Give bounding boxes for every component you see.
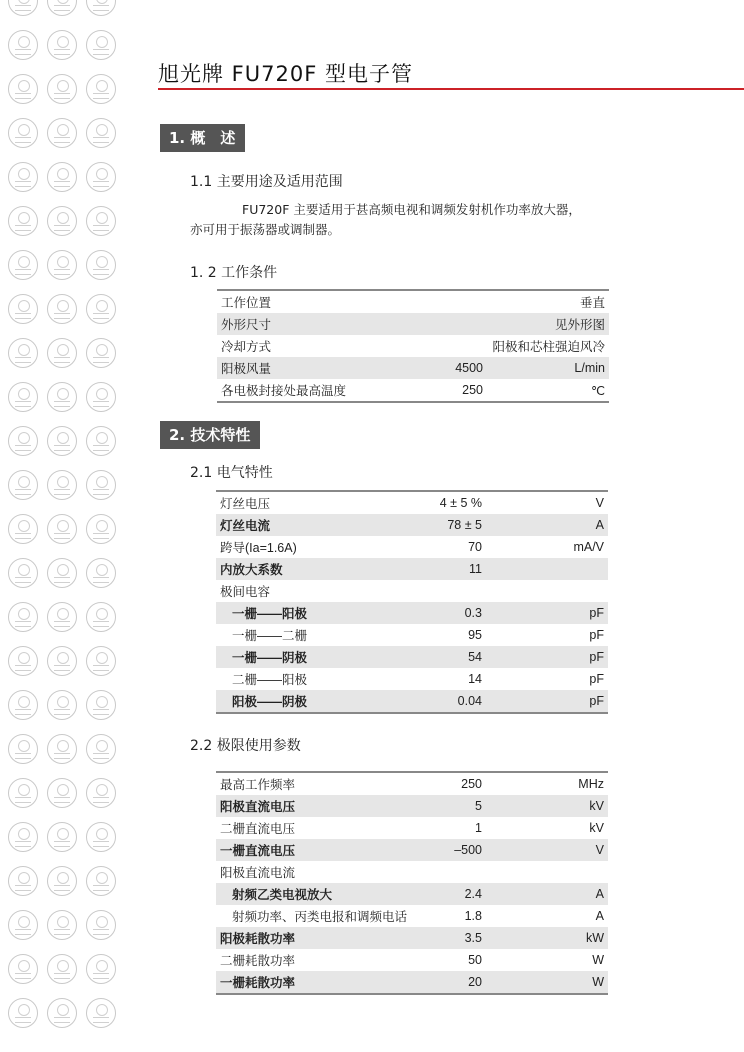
watermark-seal-icon [8, 30, 38, 60]
table-row [216, 580, 608, 602]
param-unit: 垂直 [487, 290, 609, 313]
param-unit: L/min [487, 357, 609, 379]
limits-table [216, 771, 608, 995]
param-name: 极间电容 [220, 585, 271, 599]
watermark-seal-icon [8, 558, 38, 588]
watermark-column [0, 0, 130, 1052]
watermark-seal-icon [86, 0, 116, 16]
watermark-seal-icon [47, 426, 77, 456]
param-unit: pF [589, 672, 604, 686]
param-value [417, 335, 487, 357]
watermark-seal-icon [8, 118, 38, 148]
watermark-seal-icon [86, 382, 116, 412]
param-value: 250 [416, 772, 486, 795]
watermark-seal-icon [47, 602, 77, 632]
watermark-seal-icon [8, 998, 38, 1028]
watermark-seal-icon [86, 118, 116, 148]
param-value: 1.8 [464, 909, 482, 923]
watermark-seal-icon [8, 954, 38, 984]
watermark-seal-icon [86, 514, 116, 544]
watermark-seal-icon [86, 734, 116, 764]
table-row [217, 313, 609, 335]
table-row [216, 795, 608, 817]
watermark-seal-icon [47, 470, 77, 500]
param-name: 阳极——阴极 [216, 690, 416, 713]
param-name: 最高工作频率 [216, 772, 416, 795]
param-name: 一栅——二栅 [232, 629, 308, 643]
param-value: 4 ± 5 % [416, 491, 486, 514]
watermark-seal-icon [47, 118, 77, 148]
param-name: 一栅——阳极 [216, 602, 416, 624]
watermark-seal-icon [47, 822, 77, 852]
param-unit: 阳极和芯柱强迫风冷 [492, 340, 605, 354]
param-name: 灯丝电压 [216, 491, 416, 514]
page-title: 旭光牌 FU720F 型电子管 [158, 62, 413, 86]
watermark-seal-icon [8, 910, 38, 940]
param-name: 射频乙类电视放大 [216, 883, 416, 905]
watermark-seal-icon [8, 866, 38, 896]
watermark-seal-icon [86, 778, 116, 808]
subsection-1-2-title: 1. 2 工作条件 [190, 265, 278, 281]
param-unit: pF [486, 602, 608, 624]
param-value [417, 290, 487, 313]
param-name: 冷却方式 [221, 340, 272, 354]
param-unit: pF [486, 690, 608, 713]
param-name: 二栅——阳极 [232, 673, 308, 687]
watermark-seal-icon [47, 250, 77, 280]
param-unit: ℃ [487, 379, 609, 402]
table-row [216, 624, 608, 646]
param-value: 1 [475, 821, 482, 835]
param-value [417, 313, 487, 335]
param-unit: kW [486, 927, 608, 949]
section-2-heading: 2. 技术特性 [160, 421, 260, 449]
watermark-seal-icon [47, 734, 77, 764]
watermark-seal-icon [86, 954, 116, 984]
table-row [216, 861, 608, 883]
watermark-seal-icon [8, 426, 38, 456]
param-name: 一栅——阴极 [216, 646, 416, 668]
table-row [216, 772, 608, 795]
param-value: 2.4 [416, 883, 486, 905]
watermark-seal-icon [8, 470, 38, 500]
watermark-seal-icon [86, 470, 116, 500]
watermark-seal-icon [47, 998, 77, 1028]
watermark-seal-icon [47, 206, 77, 236]
watermark-seal-icon [47, 0, 77, 16]
param-value [416, 861, 486, 883]
table-row [216, 536, 608, 558]
param-unit [486, 558, 608, 580]
param-name: 外形尺寸 [217, 313, 417, 335]
table-row [216, 927, 608, 949]
watermark-seal-icon [86, 294, 116, 324]
title-rule [158, 88, 744, 90]
section-1-heading: 1. 概 述 [160, 124, 245, 152]
table-row [216, 839, 608, 861]
param-value: 0.3 [416, 602, 486, 624]
param-name: 工作位置 [217, 290, 417, 313]
param-value: 54 [416, 646, 486, 668]
watermark-seal-icon [47, 514, 77, 544]
table-row [216, 949, 608, 971]
watermark-seal-icon [86, 558, 116, 588]
param-value: –500 [416, 839, 486, 861]
param-name: 内放大系数 [216, 558, 416, 580]
table-row [216, 690, 608, 713]
watermark-seal-icon [47, 954, 77, 984]
param-name: 灯丝电流 [216, 514, 416, 536]
watermark-seal-icon [86, 74, 116, 104]
table-row [216, 971, 608, 994]
param-value: 5 [416, 795, 486, 817]
watermark-seal-icon [47, 382, 77, 412]
usage-paragraph-line2: 亦可用于振荡器或调制器。 [190, 222, 341, 237]
param-value: 95 [468, 628, 482, 642]
param-value: 250 [417, 379, 487, 402]
watermark-seal-icon [8, 734, 38, 764]
watermark-seal-icon [86, 338, 116, 368]
param-name: 阳极直流电压 [216, 795, 416, 817]
table-row [216, 905, 608, 927]
param-value: 20 [416, 971, 486, 994]
usage-paragraph [190, 200, 615, 240]
param-name: 阳极耗散功率 [216, 927, 416, 949]
watermark-seal-icon [86, 250, 116, 280]
param-unit [486, 861, 608, 883]
watermark-seal-icon [8, 250, 38, 280]
param-unit: kV [486, 795, 608, 817]
watermark-seal-icon [86, 30, 116, 60]
param-value: 11 [416, 558, 486, 580]
param-unit: A [595, 909, 604, 923]
watermark-seal-icon [47, 30, 77, 60]
table-row [217, 290, 609, 313]
param-name: 二栅直流电压 [220, 822, 296, 836]
watermark-seal-icon [86, 646, 116, 676]
subsection-2-2-title: 2.2 极限使用参数 [190, 738, 301, 754]
watermark-seal-icon [86, 822, 116, 852]
param-value: 70 [468, 540, 482, 554]
table-row [216, 514, 608, 536]
subsection-2-1-title: 2.1 电气特性 [190, 465, 273, 481]
param-unit: W [486, 971, 608, 994]
param-value: 0.04 [416, 690, 486, 713]
param-value: 14 [468, 672, 482, 686]
watermark-seal-icon [86, 206, 116, 236]
param-unit: MHz [486, 772, 608, 795]
table-row [216, 602, 608, 624]
param-unit [486, 580, 608, 602]
param-value: 3.5 [416, 927, 486, 949]
param-unit: 见外形图 [487, 313, 609, 335]
param-value [416, 580, 486, 602]
watermark-seal-icon [8, 338, 38, 368]
watermark-seal-icon [47, 162, 77, 192]
usage-paragraph-line1: FU720F 主要适用于甚高频电视和调频发射机作功率放大器， [242, 202, 581, 217]
watermark-seal-icon [8, 602, 38, 632]
param-unit: W [592, 953, 604, 967]
param-unit: mA/V [573, 540, 604, 554]
param-unit: pF [486, 646, 608, 668]
watermark-seal-icon [8, 294, 38, 324]
param-unit: V [486, 491, 608, 514]
watermark-seal-icon [8, 162, 38, 192]
param-unit: pF [589, 628, 604, 642]
table-row [217, 335, 609, 357]
electrical-table [216, 490, 608, 714]
watermark-seal-icon [8, 74, 38, 104]
param-name: 一栅直流电压 [216, 839, 416, 861]
watermark-seal-icon [8, 0, 38, 16]
param-value: 4500 [417, 357, 487, 379]
conditions-table [217, 289, 609, 403]
watermark-seal-icon [47, 910, 77, 940]
param-unit: A [486, 883, 608, 905]
watermark-seal-icon [8, 690, 38, 720]
watermark-seal-icon [86, 602, 116, 632]
param-value: 78 ± 5 [416, 514, 486, 536]
param-value: 50 [468, 953, 482, 967]
table-row [216, 646, 608, 668]
param-unit: A [486, 514, 608, 536]
param-name: 一栅耗散功率 [216, 971, 416, 994]
watermark-seal-icon [47, 558, 77, 588]
table-row [217, 357, 609, 379]
table-row [216, 558, 608, 580]
param-name: 跨导(Ia=1.6A) [220, 541, 297, 555]
table-row [216, 817, 608, 839]
watermark-seal-icon [86, 998, 116, 1028]
watermark-seal-icon [86, 866, 116, 896]
watermark-seal-icon [86, 690, 116, 720]
param-unit: V [486, 839, 608, 861]
watermark-seal-icon [86, 426, 116, 456]
subsection-1-1-title: 1.1 主要用途及适用范围 [190, 174, 343, 190]
watermark-seal-icon [47, 338, 77, 368]
watermark-seal-icon [47, 778, 77, 808]
watermark-seal-icon [86, 910, 116, 940]
param-name: 阳极风量 [217, 357, 417, 379]
param-name: 阳极直流电流 [220, 866, 296, 880]
watermark-seal-icon [8, 822, 38, 852]
watermark-seal-icon [47, 646, 77, 676]
param-name: 射频功率、丙类电报和调频电话 [232, 910, 408, 924]
watermark-seal-icon [8, 778, 38, 808]
param-unit: kV [589, 821, 604, 835]
table-row [216, 668, 608, 690]
watermark-seal-icon [8, 646, 38, 676]
param-name: 二栅耗散功率 [220, 954, 296, 968]
watermark-seal-icon [8, 206, 38, 236]
watermark-seal-icon [86, 162, 116, 192]
watermark-seal-icon [47, 866, 77, 896]
watermark-seal-icon [8, 382, 38, 412]
watermark-seal-icon [47, 74, 77, 104]
param-name: 各电极封接处最高温度 [217, 379, 417, 402]
watermark-seal-icon [47, 294, 77, 324]
watermark-seal-icon [47, 690, 77, 720]
table-row [216, 491, 608, 514]
table-row [216, 883, 608, 905]
watermark-seal-icon [8, 514, 38, 544]
table-row [217, 379, 609, 402]
